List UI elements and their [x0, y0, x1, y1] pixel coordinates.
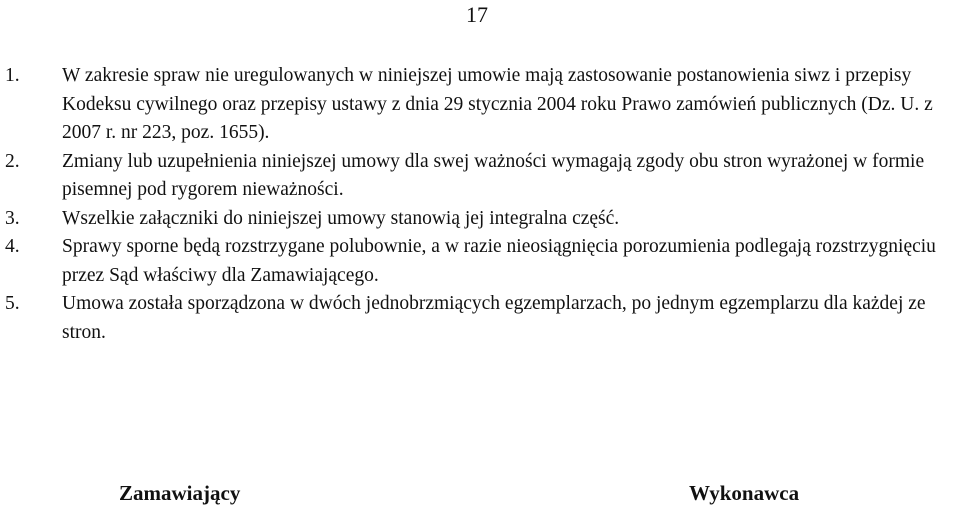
clause-text: Wszelkie załączniki do niniejszej umowy stanowią jej integralna część.	[62, 207, 620, 229]
signature-label-contractor: Wykonawca	[689, 481, 800, 505]
clause-number: 4.	[5, 236, 20, 257]
clause-text: Umowa została sporządzona w dwóch jednobrzmiących egzemplarzach, po jednym egzemplarzu dla każdej ze stron.	[62, 293, 926, 343]
signature-block	[0, 481, 959, 511]
clause-number: 5.	[5, 293, 20, 314]
clause-5	[0, 290, 959, 347]
clause-text: Zmiany lub uzupełnienia niniejszej umowy dla swej ważności wymagają zgody obu stron wyrażonej w formie pisemnej pod rygorem nieważności.	[62, 150, 925, 200]
clause-3	[0, 205, 959, 234]
clause-number: 2.	[5, 150, 20, 172]
clause-2	[0, 148, 959, 205]
page-number: 17	[466, 2, 488, 27]
signature-label-ordering-party: Zamawiający	[119, 481, 241, 505]
clause-text: W zakresie spraw nie uregulowanych w niniejszej umowie mają zastosowanie postanowienia siwz i przepisy Kodeksu cywilnego oraz przepisy ustawy z dnia 29 stycznia 2004 roku Prawo zamówień publicznych (Dz. U. z 2007 r. nr 223, poz. 1655).	[62, 65, 933, 143]
clause-number: 3.	[5, 207, 20, 229]
clause-text: Sprawy sporne będą rozstrzygane polubownie, a w razie nieosiągnięcia porozumienia podlegają rozstrzygnięciu przez Sąd właściwy dla Zamawiającego.	[62, 236, 936, 286]
clause-1	[0, 62, 959, 148]
clause-4	[0, 233, 959, 290]
clause-number: 1.	[5, 65, 20, 86]
contract-clauses	[0, 62, 959, 347]
